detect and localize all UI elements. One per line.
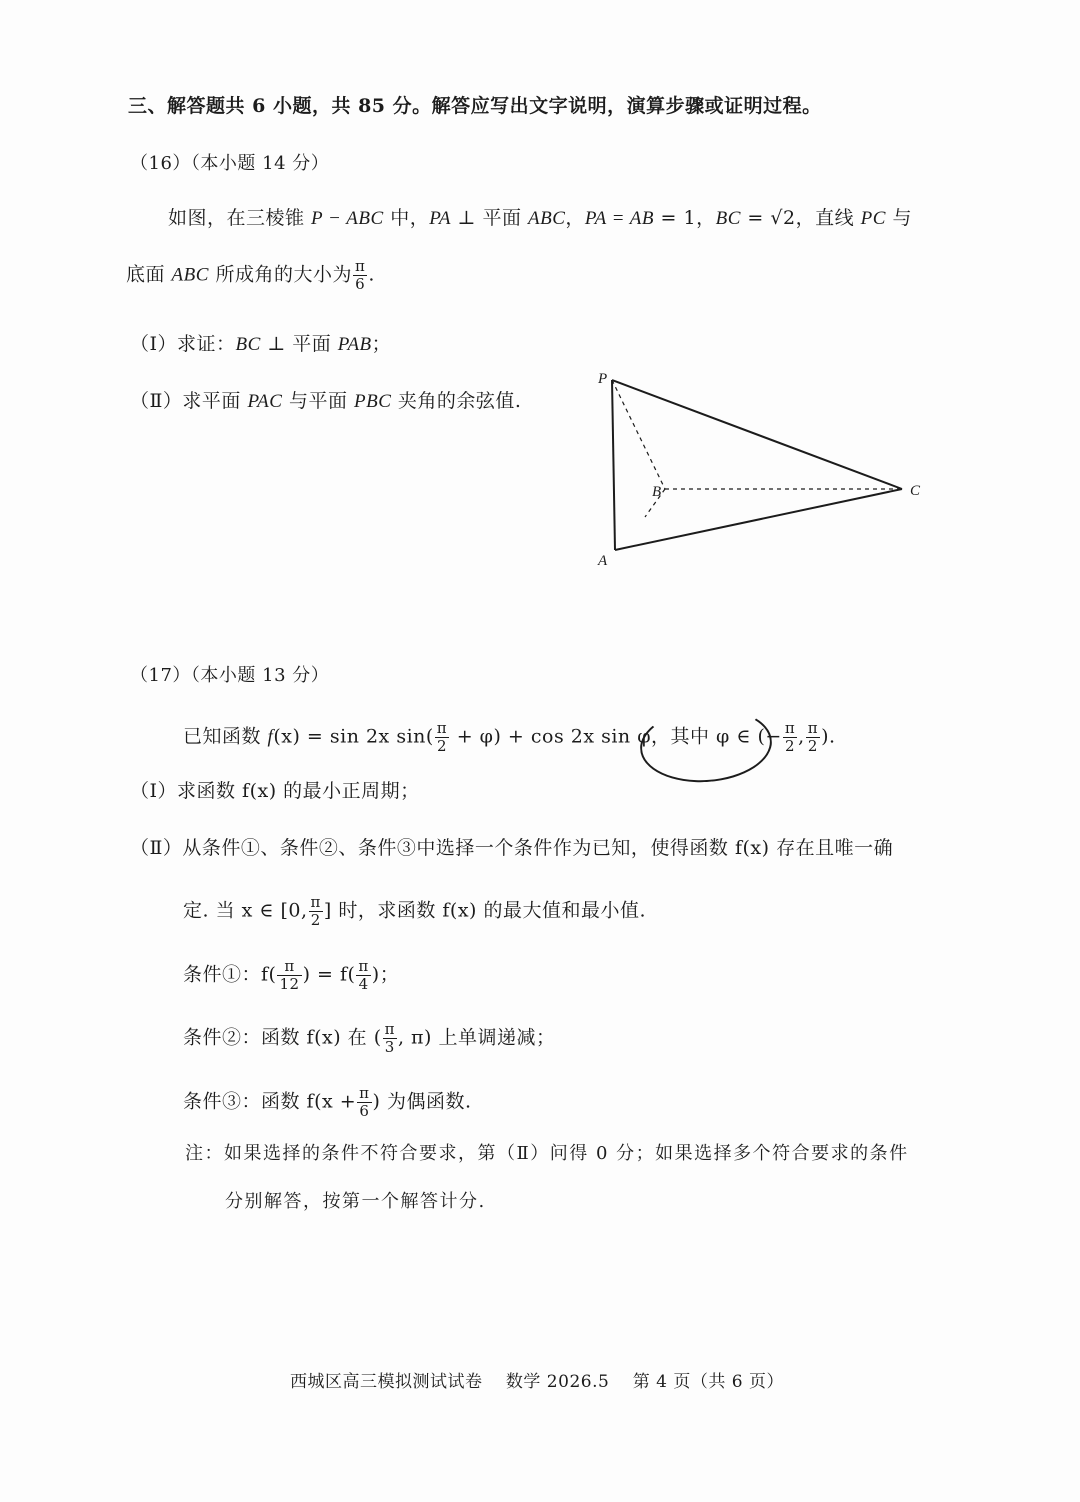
math-var: PC xyxy=(860,208,886,229)
math-var: P − ABC xyxy=(311,208,384,229)
fraction xyxy=(806,720,820,755)
q17-condition-1 xyxy=(183,958,399,993)
q16-number: （16）（本小题 14 分） xyxy=(130,153,330,174)
math-var: BC xyxy=(715,208,741,229)
text: ) = f( xyxy=(302,963,356,986)
text: ] 时，求函数 f(x) 的最大值和最小值. xyxy=(323,899,647,922)
fraction xyxy=(309,894,323,929)
text: , π) 上单调递减； xyxy=(397,1026,556,1049)
text: = 1， xyxy=(654,207,716,229)
q17-note-line2: 分别解答，按第一个解答计分. xyxy=(225,1191,486,1212)
q17-part2-line1: （Ⅱ）从条件①、条件②、条件③中选择一个条件作为已知，使得函数 f(x) 存在且唯一确 xyxy=(130,837,894,859)
text: . xyxy=(368,263,375,286)
q16-part1 xyxy=(130,332,391,357)
fraction-denominator: 6 xyxy=(359,1102,370,1120)
text: 定. 当 x ∈ [0, xyxy=(183,899,308,922)
fraction-denominator: 2 xyxy=(784,737,796,755)
fraction xyxy=(783,720,797,755)
fraction-numerator: π xyxy=(384,1020,395,1038)
fraction-denominator: 2 xyxy=(310,911,321,929)
text: （Ⅰ）求证： xyxy=(130,333,236,355)
fraction xyxy=(356,958,370,993)
label-B: B xyxy=(652,484,662,500)
math-var: PAC xyxy=(247,391,283,412)
handwritten-circle-mark xyxy=(638,703,775,786)
fraction-denominator: 12 xyxy=(279,975,300,993)
text: )； xyxy=(371,963,400,986)
q16-stem-line1 xyxy=(168,206,912,231)
text: 已知函数 xyxy=(183,725,268,748)
pyramid-figure xyxy=(590,365,940,580)
text: f( xyxy=(261,963,277,986)
math-var: PA xyxy=(429,208,451,229)
math-var: PA = AB xyxy=(584,208,655,229)
q17-condition-3 xyxy=(183,1085,472,1120)
fraction xyxy=(277,958,301,993)
text: ⊥ 平面 xyxy=(451,207,528,229)
text: = √2，直线 xyxy=(740,207,861,229)
text: ⊥ 平面 xyxy=(260,333,338,355)
math-var: PAB xyxy=(337,334,372,355)
fraction-denominator: 3 xyxy=(384,1038,395,1056)
q17-condition-2 xyxy=(183,1021,556,1056)
fraction-denominator: 2 xyxy=(436,737,447,755)
q16-part2 xyxy=(130,389,521,414)
fraction-numerator: π xyxy=(807,719,819,737)
fraction-numerator: π xyxy=(359,1084,370,1102)
text: + φ) + cos 2x sin φ，其中 φ ∈ (− xyxy=(450,725,782,748)
label-C: C xyxy=(910,483,921,499)
fraction xyxy=(357,1085,371,1120)
text: ， xyxy=(565,207,585,229)
fraction-numerator: π xyxy=(277,958,301,976)
page-footer: 西城区高三模拟测试试卷 数学 2026.5 第 4 页（共 6 页） xyxy=(290,1372,784,1392)
text: 所成角的大小为 xyxy=(208,263,352,286)
fraction-numerator: π xyxy=(354,257,366,275)
text: 与 xyxy=(885,207,912,229)
edge-PA xyxy=(612,380,615,550)
fraction-numerator: π xyxy=(436,719,448,737)
q17-part2-line2 xyxy=(183,894,646,929)
text: (x) = sin 2x sin( xyxy=(273,725,434,748)
fraction-denominator: 2 xyxy=(807,737,818,755)
text: ) 为偶函数. xyxy=(372,1090,472,1113)
q17-number: （17）（本小题 13 分） xyxy=(130,665,330,686)
fraction xyxy=(383,1021,397,1056)
math-var: ABC xyxy=(171,264,209,286)
text: （Ⅱ）求平面 xyxy=(130,390,248,412)
text: ). xyxy=(821,725,836,748)
q16-stem-line2 xyxy=(126,258,375,293)
label-A: A xyxy=(598,553,608,569)
fraction-denominator: 4 xyxy=(358,975,369,993)
fraction-numerator: π xyxy=(358,957,369,975)
fraction-numerator: π xyxy=(310,893,321,911)
label-P: P xyxy=(598,371,608,387)
fraction-denominator: 6 xyxy=(355,275,366,293)
q17-note-line1: 注：如果选择的条件不符合要求，第（Ⅱ）问得 0 分；如果选择多个符合要求的条件 xyxy=(185,1143,909,1164)
text: 底面 xyxy=(126,263,172,286)
math-var: PBC xyxy=(354,391,392,412)
section-heading: 三、解答题共 6 小题，共 85 分。解答应写出文字说明，演算步骤或证明过程。 xyxy=(128,95,822,117)
fraction xyxy=(353,258,367,293)
math-var: f xyxy=(267,726,274,748)
edge-PC xyxy=(612,380,902,489)
text: 条件①： xyxy=(183,963,262,986)
q17-part1: （Ⅰ）求函数 f(x) 的最小正周期； xyxy=(130,780,420,802)
text: ； xyxy=(371,333,392,355)
text: 中， xyxy=(383,207,430,229)
text: 夹角的余弦值. xyxy=(391,390,522,412)
text: 与平面 xyxy=(282,390,354,412)
text: 条件③：函数 f(x + xyxy=(183,1090,357,1113)
text: 条件②：函数 f(x) 在 ( xyxy=(183,1026,382,1049)
text: , xyxy=(798,725,805,748)
text: 如图，在三棱锥 xyxy=(168,207,312,229)
math-var: BC xyxy=(235,334,261,355)
math-var: ABC xyxy=(528,208,566,229)
fraction-numerator: π xyxy=(784,719,796,737)
fraction xyxy=(435,720,449,755)
